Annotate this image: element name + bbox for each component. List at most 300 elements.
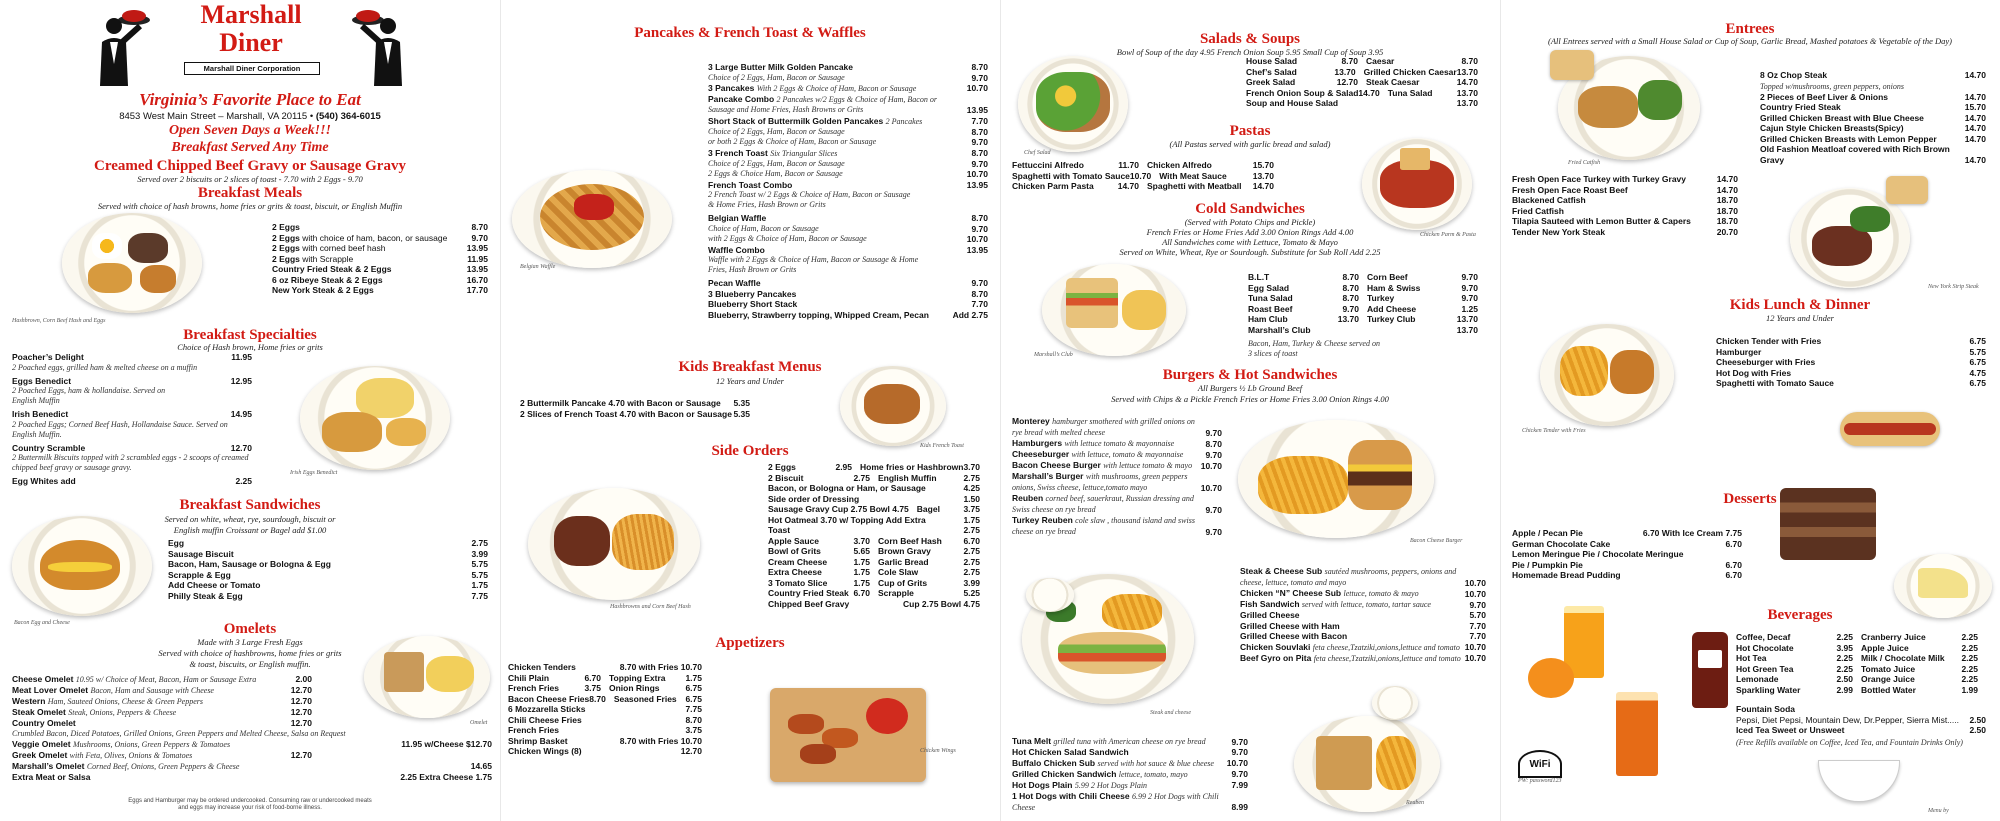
menu-item: Add Cheese or Tomato 1.75 [168,580,488,590]
menu-item [614,694,710,705]
menu-item [1012,438,1222,449]
breakfast-meals-title: Breakfast Meals [197,185,303,201]
item-label [1760,70,1827,81]
soda-bottle-image [1692,632,1728,708]
menu-item: 2 Slices of French Toast 4.70 with Bacon or Sausage 5.35 [520,408,750,419]
menu-item [1012,780,1248,791]
item-price: 6.70 With Ice Cream 7.75 [1642,528,1742,538]
menu-item [1760,81,1986,92]
menu-item: 2 Eggs with Scrapple 11.95 [272,253,488,264]
item-price: 10.70 [1464,577,1486,588]
menu-item [1012,736,1248,747]
menu-item [1512,216,1738,227]
breakfast-specialties-list [12,352,252,487]
menu-item [1716,378,1986,389]
item-price: 13.70 [1334,66,1356,77]
breakfast-any-time: Breakfast Served Any Time [171,140,329,155]
entrees-title: Entrees [1725,21,1775,37]
menu-row [1248,325,1486,336]
item-label [1240,621,1340,632]
cold-sub2: French Fries or Home Fries Add 3.00 Onion Rings Add 4.00 [1146,227,1354,237]
item-price: 9.70 [1461,282,1478,293]
item-label [1760,134,1937,145]
item-price: 2.25 [1836,632,1853,642]
croissant-image [12,516,152,616]
menu-row [768,525,988,536]
menu-item [878,578,988,589]
menu-item [1367,272,1486,283]
item-description: corned beef, sauerkraut, Russian dressing and Swiss cheese on rye bread [1012,494,1194,514]
menu-item [1240,653,1486,664]
menu-item [1716,368,1986,379]
item-description: 2 Poached Eggs; Corned Beef Hash, Hollandaise Sauce. Served on English Muffin. [12,419,228,439]
item-name: Cranberry Juice [1861,632,1926,642]
club-desc-line2: 3 slices of toast [1248,349,1298,358]
beverages-list [1736,632,1986,695]
item-price: 2.25 [1961,653,1978,663]
footnote-line1: Eggs and Hamburger may be ordered undercooked. Consuming raw or undercooked meats [128,798,372,804]
menu-item [878,588,988,599]
item-price: 9.70 [1461,293,1478,303]
reuben-image [1294,716,1440,812]
salads-sub: Bowl of Soup of the day 4.95 French Onion Soup 5.95 Small Cup of Soup 3.95 [1116,47,1384,57]
menu-item: Fries, Hash Brown or Grits [708,265,797,274]
item-name: Steak & Cheese Sub [1240,566,1323,576]
item-description: with lettuce tomato & mayonnaise [1064,439,1175,448]
item-label [1012,438,1174,449]
item-label [1012,416,1205,438]
item-name: Lemonade [1736,674,1779,684]
item-description: with lettuce, tomato & mayonnaise [1071,450,1184,459]
item-price: 10.70 [1464,588,1486,599]
menu-item [1240,631,1486,642]
side-orders-caption: Hashbrowns and Corn Beef Hash [610,604,691,610]
item-price: 14.70 [1964,91,1986,102]
item-name: With Meat Sauce [1159,170,1227,181]
menu-row [1246,88,1486,99]
menu-row [768,515,988,526]
item-price: 2.25 [1961,674,1978,684]
item-price: 6.70 [584,672,601,683]
menu-item: Fountain Soda [1736,704,1796,714]
item-description: served with hot sauce & blue cheese [1097,758,1214,768]
menu-item [1512,549,1742,560]
menu-row [508,662,710,673]
item-price: 20.70 [1716,226,1738,237]
item-description: with mushrooms, green peppers onions, Swiss cheese, lettuce,tomato mayo [1012,472,1188,492]
open-days: Open Seven Days a Week!!! [168,123,332,138]
menu-item [1512,174,1738,185]
item-label [1240,653,1461,664]
item-label [1512,528,1583,539]
menu-row [1248,283,1486,294]
kids-breakfast-title: Kids Breakfast Menus [678,359,822,375]
item-name: House Salad [1246,56,1298,66]
breakfast-specialties-caption: Irish Eggs Benedict [290,470,338,476]
breakfast-plate-image [62,213,202,313]
item-price: 3.75 [584,683,601,693]
item-price: 3.70 [963,462,980,472]
item-name: 3 Tomato Slice [768,577,828,588]
item-price: 9.70 [1205,427,1222,438]
item-price: 15.70 [1252,160,1274,170]
menu-item [768,567,878,578]
waiter-left-icon [92,4,152,86]
item-price: 14.70 [1964,133,1986,144]
burgers-caption: Bacon Cheese Burger [1410,538,1463,544]
item-description: 5.99 2 Hot Dogs Plain [1074,780,1148,790]
item-description: 2 Poached eggs, grilled ham & melted cheese on a muffin [12,362,198,372]
menu-row [1736,685,1986,696]
item-name: Bagel [916,504,940,514]
item-name: French Fries [508,725,560,735]
menu-item [1861,653,1986,664]
menu-item: 6 oz Ribeye Steak & 2 Eggs 16.70 [272,274,488,285]
item-label [1716,336,1821,347]
item-price: 13.70 [1456,87,1478,98]
item-name: Bottled Water [1861,684,1916,695]
menu-item: Marshall’s Omelet Corned Beef, Onions, Green Peppers & Cheese 14.65 [12,760,492,771]
item-label [1012,460,1192,471]
item-name: Topping Extra [609,672,666,683]
item-name: Home fries or Hashbrown [860,462,964,472]
item-label [1012,515,1205,537]
menu-item: Steak Omelet Steak, Onions, Peppers & Cheese 12.70 [12,707,312,717]
menu-item: 3 Large Butter Milk Golden Pancake 8.70 [708,62,988,72]
item-name: Marshall’s Club [1248,324,1311,335]
menu-item [878,473,988,484]
menu-item [768,588,878,599]
menu-item: 2 Buttermilk Pancake 4.70 with Bacon or Sausage 5.35 [520,398,750,408]
item-name: Chicken Tenders [508,662,576,672]
item-name: Hamburger [1716,346,1762,357]
item-price: 7.70 [1469,620,1486,631]
item-label [1760,123,1904,134]
salads-title: Salads & Soups [1199,31,1301,47]
item-price: 9.70 [1231,736,1248,747]
menu-item [768,557,878,568]
item-name: Chicken Alfredo [1147,160,1212,170]
menu-item: Blueberry Short Stack 7.70 [708,299,988,309]
item-name: Tuna Salad [1248,293,1293,303]
menu-item [1861,632,1986,643]
menu-item [1367,293,1486,304]
item-price: 6.75 [1969,336,1986,346]
item-price: 13.70 [1252,170,1274,181]
menu-item [1159,171,1282,182]
item-price: 9.70 [1205,504,1222,515]
item-price: 13.70 [1456,98,1478,108]
item-price: 13.70 [1456,324,1478,335]
item-name: Chicken “N” Cheese Sub [1240,588,1342,598]
item-price: 14.70 [1456,77,1478,87]
omelets-sub3: & toast, biscuits, or English muffin. [189,659,311,669]
menu-item [878,557,988,568]
item-price: 6.70 [1725,538,1742,549]
menu-item: Waffle Combo 13.95 [708,244,988,255]
creamed-sub: Served over 2 biscuits or 2 slices of toast - 7.70 with 2 Eggs - 9.70 [137,174,363,184]
club-description [1248,339,1486,359]
item-name: Reuben [1012,493,1044,503]
item-name: Homemade Bread Pudding [1512,570,1621,580]
menu-row [1012,160,1282,171]
menu-row [768,599,988,610]
item-price: 1.75 [685,672,702,683]
club-sandwich-image [1042,264,1186,356]
menu-item [1012,747,1248,758]
breakfast-sandwiches-list [168,538,488,601]
item-name: 1 Hot Dogs with Chili Cheese [1012,790,1130,801]
item-name: Grilled Cheese with Ham [1240,620,1340,631]
item-name: Bacon, or Bologna or Ham, or Sausage [768,483,926,493]
menu-item [1240,621,1486,632]
menu-item [1248,283,1367,294]
item-label [1760,92,1888,103]
omelets-sub2: Served with choice of hashbrowns, home fries or grits [158,648,342,658]
appetizers-title: Appetizers [715,635,785,651]
entrees-sub: (All Entrees served with a Small House Salad or Cup of Soup, Garlic Bread, Mashed potatoes & Vegetable of the Day) [1547,36,1952,46]
item-price: 10.70 [1129,170,1152,181]
menu-item: & Home Fries, Hash Brown or Grits [708,200,826,209]
menu-item [1736,643,1861,654]
menu-item: with 2 Eggs & Choice of Ham, Bacon or Sausage 10.70 [708,234,988,244]
entrees-caption-2: New York Strip Steak [1928,284,1979,290]
menu-row [1012,171,1282,182]
item-name: Shrimp Basket [508,735,568,746]
item-name: Hot Chocolate [1736,642,1794,653]
item-price: 14.70 [1964,112,1986,123]
menu-item [860,462,988,473]
item-name: Monterey [1012,416,1050,426]
menu-item [609,673,710,684]
kids-tenders-image [1540,324,1674,426]
menu-item [1736,685,1861,696]
menu-item [768,504,917,515]
menu-row [508,694,710,705]
item-price: 8.70 [1461,56,1478,66]
coffee-cup-image [1818,760,1900,802]
item-price: 14.70 [1964,154,1986,165]
item-description: cole slaw , thousand island and swiss cheese on rye bread [1012,516,1195,536]
menu-item: Sausage Biscuit 3.99 [168,548,488,559]
menu-item [1246,77,1366,88]
item-label [1512,206,1564,217]
item-name: Ham Club [1248,314,1288,324]
menu-item [1012,493,1222,515]
menu-item [1736,632,1861,643]
menu-item [1366,56,1486,67]
pastas-list [1012,160,1282,192]
item-price: 3.75 [963,504,980,514]
item-label [1012,471,1201,493]
item-name: Hot Dogs Plain [1012,779,1073,790]
club-desc-line1: Bacon, Ham, Turkey & Cheese served on [1248,339,1380,348]
menu-item [1861,674,1986,685]
kids-breakfast-caption: Kids French Toast [920,443,964,449]
menu-item [1012,460,1222,471]
menu-item [768,483,988,494]
menu-item: Choice of 2 Eggs, Ham, Bacon or Sausage 9.70 [708,72,988,83]
item-name: Bacon Cheese Burger [1012,460,1101,470]
menu-item [1861,643,1986,654]
menu-item [1736,653,1861,664]
item-name: Turkey [1367,293,1395,303]
item-name: Soup and House Salad [1246,98,1339,108]
item-price: 6.75 [685,683,702,693]
item-label [1760,102,1841,113]
item-price: 8.70 with Fries 10.70 [619,735,702,746]
item-price: 8.70 [1342,282,1359,293]
item-label [1012,493,1205,515]
item-price: 8.70 [1205,438,1222,449]
item-price: 2.99 [1836,684,1853,695]
menu-item [1716,347,1986,358]
wings-board-image [770,688,926,782]
side-orders-title: Side Orders [711,443,789,459]
item-price: 6.70 [853,588,870,598]
item-name: Chef’s Salad [1246,66,1297,77]
menu-item [1512,528,1742,539]
menu-item [1760,144,1986,165]
creamed-title: Creamed Chipped Beef Gravy or Sausage Gravy [94,158,406,174]
item-name: Blackened Catfish [1512,195,1586,205]
item-name: Fresh Open Face Turkey with Turkey Gravy [1512,174,1686,184]
item-name: Chili Plain [508,672,550,683]
menu-item: 2 French Toast w/ 2 Eggs & Choice of Ham, Bacon or Sausage [708,190,911,199]
item-price: 8.70 [1342,272,1359,282]
kids-breakfast-list [520,398,750,419]
item-description: with lettuce tomato & mayo [1103,461,1193,470]
beverages-title: Beverages [1767,607,1833,623]
menu-item [1246,67,1364,78]
menu-item: Country Omelet 12.70 [12,718,312,728]
menu-item: 2 Eggs with corned beef hash 13.95 [272,243,488,253]
menu-item [878,546,988,557]
item-price: 2.25 [1836,663,1853,674]
menu-item [1366,77,1486,88]
item-name: Chicken Souvlaki [1240,641,1311,652]
menu-item [508,683,609,694]
item-label [1012,780,1147,791]
item-price: 18.70 [1716,195,1738,205]
menu-item [1512,206,1738,217]
breakfast-specialties-title: Breakfast Specialties [183,327,317,343]
item-label [1240,566,1465,588]
cold-sandwiches-caption: Marshall’s Club [1034,352,1073,358]
menu-item: 2 Eggs & Choice Ham, Bacon or Sausage 10.70 [708,169,988,179]
menu-item: 3 French Toast Six Triangular Slices 8.70 [708,147,988,158]
menu-row [1736,653,1986,664]
menu-item: Pecan Waffle 9.70 [708,278,988,288]
item-name: Grilled Chicken Sandwich [1012,768,1117,779]
item-name: Sausage Gravy Cup 2.75 Bowl 4.75 [768,504,909,514]
item-name: Toast [768,525,791,535]
item-description: served with lettuce, tomato, tartar sauce [1301,600,1431,609]
item-name: Marshall’s Burger [1012,471,1084,481]
salads-caption: Chef Salad [1024,150,1051,156]
corp-banner [184,62,320,75]
item-name: Coffee, Decaf [1736,632,1791,642]
menu-item [1246,98,1486,109]
refill-note: (Free Refills available on Coffee, Iced Tea, and Fountain Drinks Only) [1736,737,1963,747]
footnote-line2: and eggs may increase your risk of food-borne illness. [178,805,322,811]
menu-row [1246,56,1486,67]
menu-row [508,704,710,715]
menu-item: Western Ham, Sauteed Onions, Cheese & Green Peppers 12.70 [12,696,312,706]
item-name: Grilled Chicken Caesar [1363,66,1457,77]
menu-item [768,536,878,547]
menu-item: Egg Whites add 2.25 [12,476,252,486]
kids-lunch-caption: Chicken Tender with Fries [1522,428,1586,434]
cold-sandwiches-list [1248,272,1486,335]
desserts-title: Desserts [1723,491,1777,507]
item-label [1760,144,1965,165]
item-price: 1.75 [853,577,870,588]
menu-item: 2 Eggs with choice of ham, bacon, or sausage 9.70 [272,232,488,243]
waffle-image [512,170,672,268]
item-name: Bowl of Grits [768,546,821,556]
item-label [1512,560,1583,571]
menu-item: Country Fried Steak & 2 Eggs 13.95 [272,264,488,274]
item-name: Country Fried Steak [768,588,849,598]
wifi-password: PW: password123 [1518,778,1562,784]
item-price: 2.75 [963,525,980,535]
item-price: 7.75 [685,704,702,714]
breakfast-sandwiches-sub2: English muffin Croissant or Bagel add $1.00 [173,525,327,535]
menu-item [1248,304,1367,315]
item-price: 14.70 [1358,87,1380,98]
omelets-title: Omelets [223,621,277,637]
cold-sub4: Served on White, Wheat, Rye or Sourdough. Substitute for Sub Roll Add 2.25 [1119,247,1381,257]
item-price: 6.70 [1725,559,1742,570]
corp-name: Marshall Diner Corporation [203,64,301,73]
item-price: 8.70 [589,693,606,704]
item-name: B.L.T [1248,272,1270,282]
menu-item [1012,416,1222,438]
menu-panel-1 [0,0,500,821]
item-name: Pie / Pumpkin Pie [1512,559,1583,570]
menu-row [1248,293,1486,304]
pancakes-caption: Belgian Waffle [520,264,556,270]
menu-row [768,567,988,578]
item-price: 1.75 [963,514,980,525]
item-name: Spaghetti with Meatball [1147,181,1242,191]
menu-row [508,725,710,736]
menu-item: Choice of Ham, Bacon or Sausage 9.70 [708,223,988,234]
item-name: Ham & Swiss [1367,282,1421,293]
phone: (540) 364-6015 [315,111,381,122]
salads-list [1246,56,1486,109]
item-description: lettuce, tomato & mayo [1343,589,1419,598]
tagline: Virginia’s Favorite Place to Eat [139,90,361,109]
item-name: Cheeseburger with Fries [1716,357,1816,367]
item-price: 2.25 [1961,663,1978,674]
menu-row [1248,314,1486,325]
item-price: 14.70 [1964,123,1986,133]
burgers-title: Burgers & Hot Sandwiches [1162,367,1338,383]
item-price: 13.70 [1456,314,1478,324]
breakfast-meals-sub: Served with choice of hash browns, home fries or grits & toast, biscuit, or English Muffin [97,201,403,211]
menu-item [1012,769,1248,780]
item-name: Cajun Style Chicken Breasts(Spicy) [1760,123,1904,133]
item-price: 7.70 [1469,631,1486,641]
item-label [1716,347,1761,358]
menu-item [1240,599,1486,610]
breakfast-sandwiches-caption: Bacon Egg and Cheese [14,620,70,626]
appetizers-caption: Chicken Wings [920,748,956,754]
item-label [1512,227,1605,238]
item-name: Egg Salad [1248,282,1290,293]
